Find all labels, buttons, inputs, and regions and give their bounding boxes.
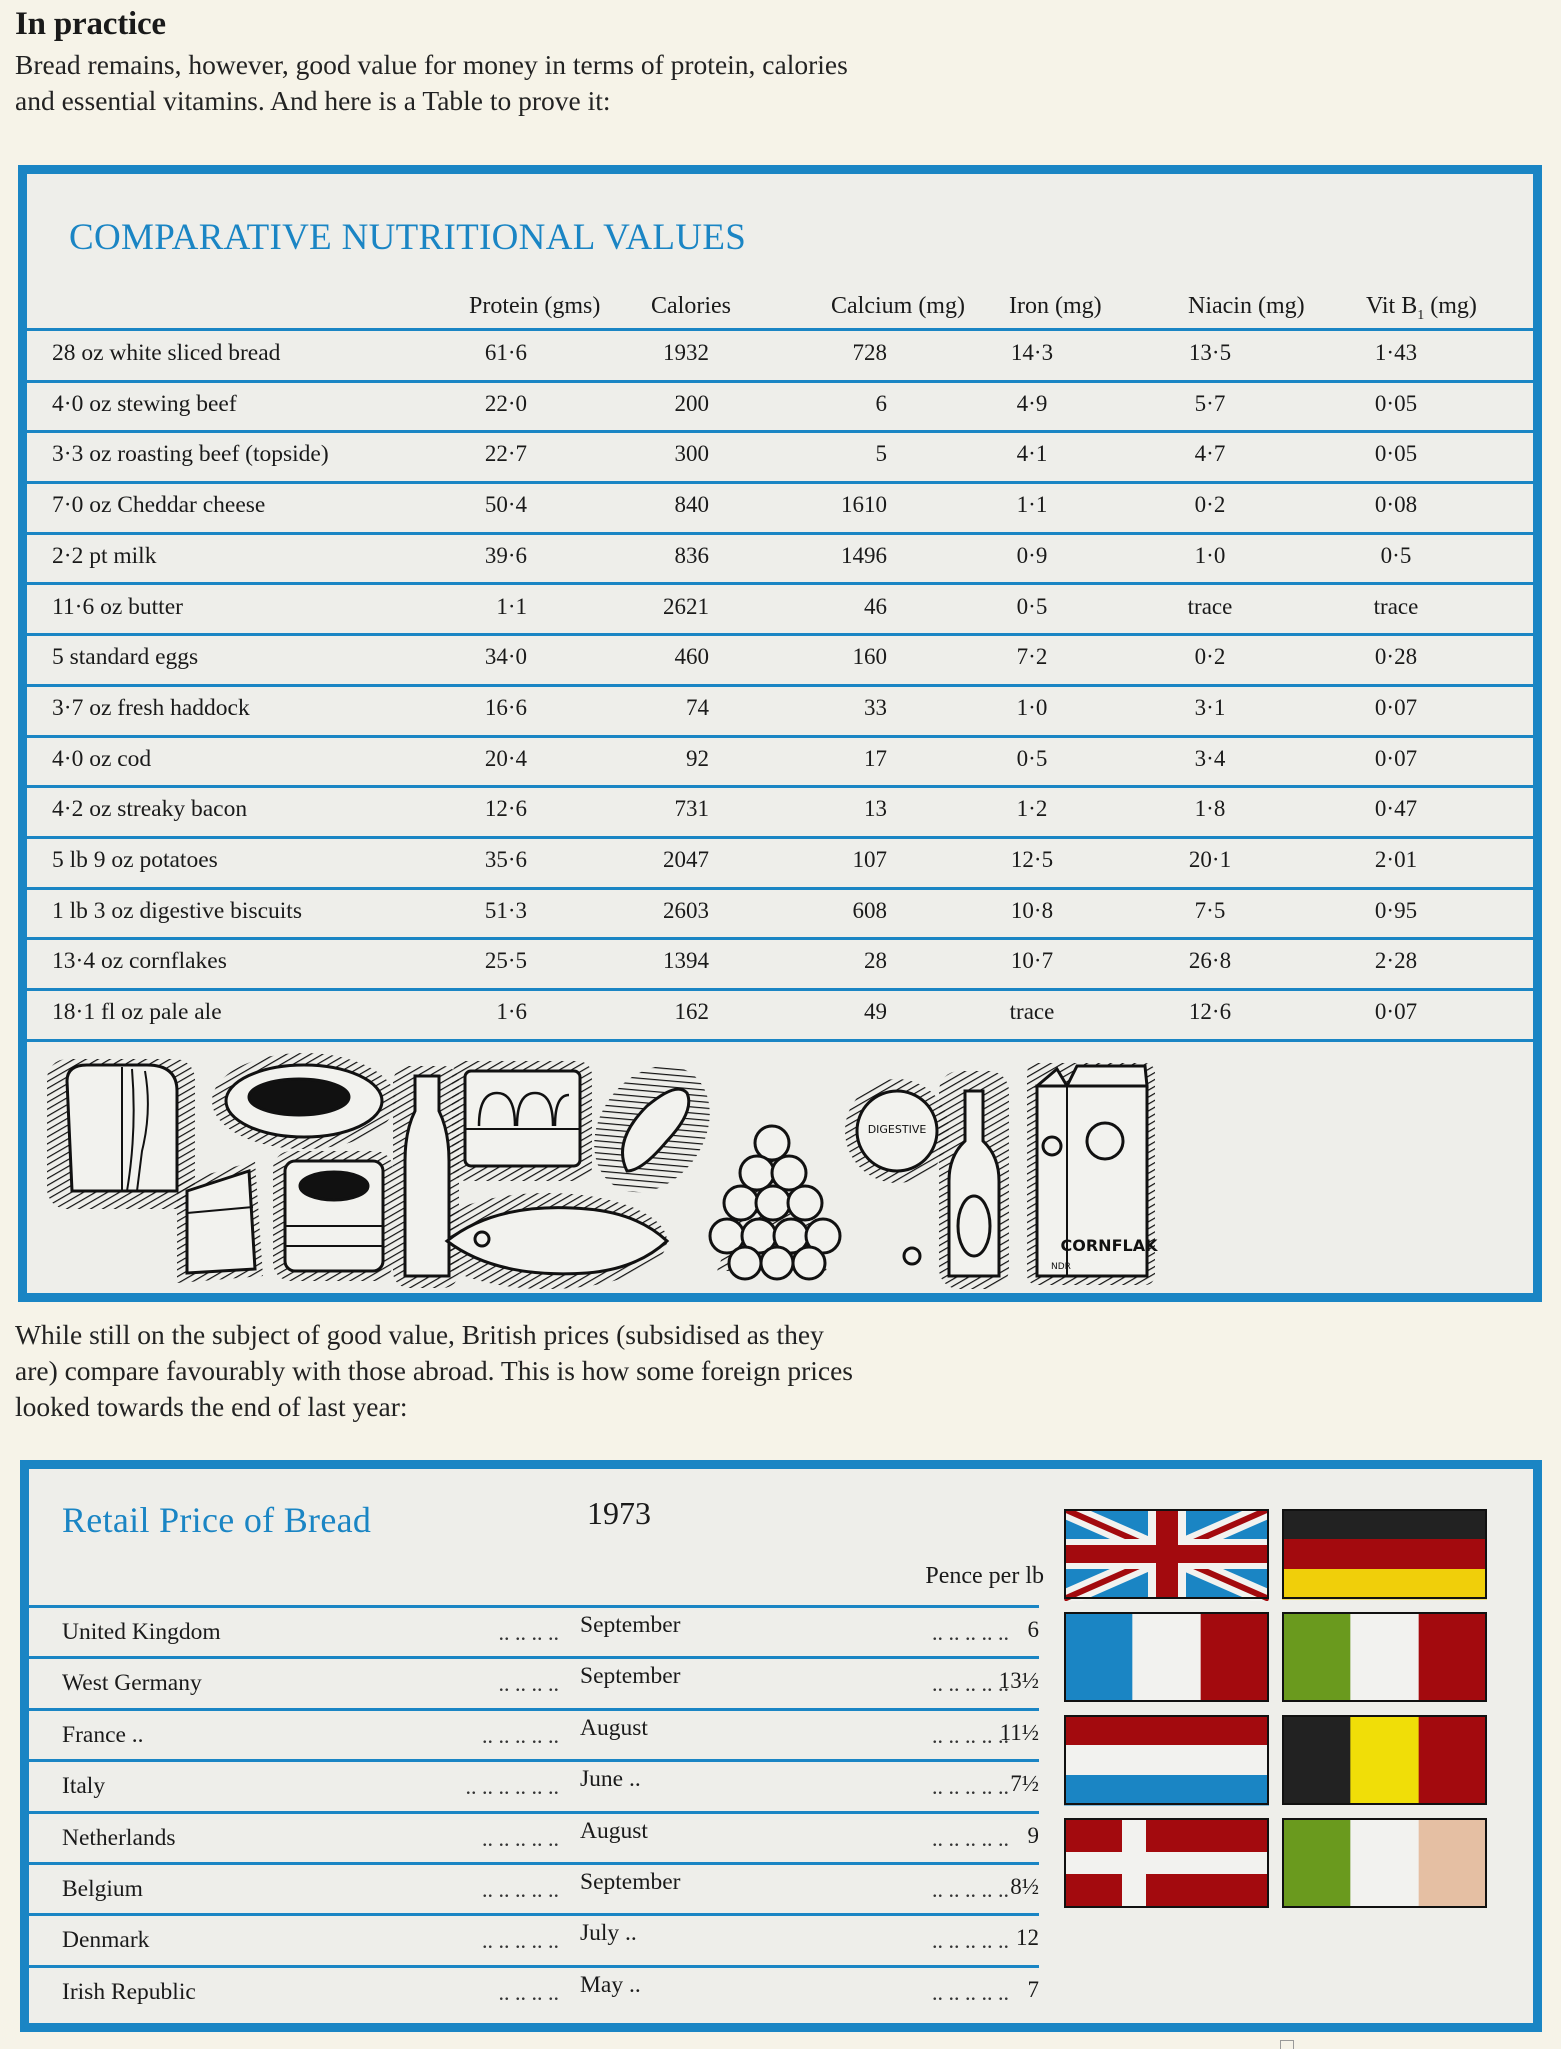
vitb1-value: 2·28 <box>1374 948 1418 974</box>
intro-paragraph <box>15 47 1115 119</box>
country-leader-dots: .. .. .. .. .. <box>482 1928 559 1954</box>
column-header-calories: Calories <box>651 293 731 319</box>
protein-value: 51·3 <box>484 897 527 923</box>
protein-value: 50·4 <box>484 492 527 518</box>
vitb1-prefix: Vit B <box>1366 293 1418 319</box>
country-label: Irish Republic <box>62 1978 196 2005</box>
table-row <box>27 483 1533 534</box>
food-label: 3·3 oz roasting beef (topside) <box>52 441 329 468</box>
country-label: West Germany <box>62 1670 202 1697</box>
price-value: 12 <box>1016 1925 1039 1951</box>
protein-value: 12·6 <box>484 796 527 822</box>
table-row <box>29 1762 1039 1813</box>
table-row <box>27 990 1533 1041</box>
flag-united-kingdom-icon <box>1064 1509 1269 1599</box>
niacin-value: 4·7 <box>1194 441 1226 467</box>
vitb1-value: 2·01 <box>1374 847 1418 872</box>
calories-value: 2621 <box>663 593 709 619</box>
protein-value: 35·6 <box>484 847 527 872</box>
calories-value: 2047 <box>663 847 709 872</box>
protein-value: 34·0 <box>484 644 527 670</box>
country-leader-dots: .. .. .. .. .. <box>482 1825 559 1851</box>
protein-value: 22·7 <box>484 441 527 467</box>
column-header-calcium: Calcium (mg) <box>831 293 965 319</box>
table-row <box>29 1711 1039 1762</box>
price-value: 13½ <box>998 1668 1039 1694</box>
protein-value: 39·6 <box>484 542 527 568</box>
iron-value: trace <box>1009 999 1055 1025</box>
country-label: Belgium <box>62 1876 143 1902</box>
iron-value: 1·0 <box>1016 694 1048 720</box>
egg-carton-icon <box>465 1071 580 1166</box>
price-value: 11½ <box>999 1719 1039 1745</box>
calcium-value: 49 <box>864 999 887 1025</box>
nutrition-table-title: COMPARATIVE NUTRITIONAL VALUES <box>69 217 747 258</box>
niacin-value: 1·8 <box>1194 796 1226 822</box>
iron-value: 10·8 <box>1010 897 1054 923</box>
country-leader-dots: .. .. .. .. .. <box>482 1877 559 1902</box>
month-label: September <box>580 1869 681 1895</box>
table-row <box>29 1916 1039 1967</box>
bridge-line-1: While still on the subject of good value, British prices (subsidised as they <box>15 1319 824 1350</box>
calories-value: 92 <box>686 745 709 771</box>
protein-value: 1·1 <box>496 593 527 619</box>
month-leader-dots: .. .. .. .. .. <box>932 1671 1009 1697</box>
food-label: 2·2 pt milk <box>52 542 157 569</box>
niacin-value: 20·1 <box>1188 847 1232 872</box>
table-row <box>27 331 1533 382</box>
table-row <box>27 787 1533 838</box>
month-leader-dots: .. .. .. .. .. <box>932 1877 1009 1902</box>
month-leader-dots: .. .. .. .. .. <box>932 1928 1009 1954</box>
niacin-value: 26·8 <box>1188 948 1232 974</box>
calcium-value: 160 <box>852 644 887 670</box>
calories-value: 460 <box>674 644 709 670</box>
iron-value: 4·9 <box>1016 390 1048 416</box>
calcium-value: 1496 <box>841 542 887 568</box>
country-leader-dots: .. .. .. .. <box>498 1620 559 1645</box>
vitb1-value: 0·07 <box>1374 745 1418 771</box>
table-row <box>29 1968 1039 2019</box>
table-row <box>27 686 1533 737</box>
food-label: 4·0 oz cod <box>52 745 152 772</box>
country-leader-dots: .. .. .. .. <box>498 1671 559 1697</box>
table-row <box>27 635 1533 686</box>
calcium-value: 28 <box>864 948 887 974</box>
calcium-value: 5 <box>875 441 887 467</box>
vitb1-value: 0·28 <box>1374 644 1418 670</box>
table-row <box>29 1814 1039 1865</box>
country-leader-dots: .. .. .. .. .. <box>482 1722 559 1748</box>
table-row <box>27 737 1533 788</box>
intro-line-1: Bread remains, however, good value for money in terms of protein, calories <box>15 49 848 80</box>
calories-value: 836 <box>674 542 709 568</box>
niacin-value: 3·4 <box>1194 745 1226 771</box>
food-label: 28 oz white sliced bread <box>52 340 281 366</box>
table-row <box>29 1608 1039 1659</box>
vitb1-value: 0·5 <box>1380 542 1412 568</box>
country-label: France .. <box>62 1721 144 1748</box>
iron-value: 7·2 <box>1016 644 1048 670</box>
food-label: 1 lb 3 oz digestive biscuits <box>52 897 302 924</box>
iron-value: 0·9 <box>1016 542 1048 568</box>
niacin-value: 0·2 <box>1194 492 1226 518</box>
vitb1-value: 0·08 <box>1374 492 1418 518</box>
niacin-value: 3·1 <box>1194 694 1226 720</box>
column-header-niacin: Niacin (mg) <box>1188 293 1305 319</box>
potatoes-icon <box>710 1126 840 1279</box>
iron-value: 12·5 <box>1010 847 1054 872</box>
month-label: August <box>580 1714 648 1741</box>
protein-value: 25·5 <box>484 948 527 974</box>
calories-value: 1394 <box>663 948 709 974</box>
column-header-protein: Protein (gms) <box>469 293 601 319</box>
flag-denmark-icon <box>1064 1818 1269 1908</box>
niacin-value: 7·5 <box>1194 897 1226 923</box>
iron-value: 14·3 <box>1010 340 1054 365</box>
bridge-line-2: are) compare favourably with those abroad. This is how some foreign prices <box>15 1355 853 1386</box>
price-table-year: 1973 <box>587 1495 651 1531</box>
month-label: July .. <box>580 1920 637 1947</box>
intro-line-2: and essential vitamins. And here is a Table to prove it: <box>15 85 611 116</box>
price-table-title: Retail Price of Bread <box>62 1500 372 1540</box>
calcium-value: 46 <box>864 593 887 619</box>
flags-grid <box>1064 1509 1504 1929</box>
food-label: 18·1 fl oz pale ale <box>52 999 222 1026</box>
flag-italy-icon <box>1282 1612 1487 1702</box>
calcium-value: 13 <box>864 796 887 822</box>
table-row <box>29 1865 1039 1916</box>
price-value: 7½ <box>1010 1771 1039 1797</box>
food-label: 11·6 oz butter <box>52 593 183 620</box>
iron-value: 10·7 <box>1010 948 1054 974</box>
month-leader-dots: .. .. .. .. .. <box>932 1825 1009 1851</box>
artist-signature: NDR <box>1051 1262 1071 1272</box>
vitb1-value: 0·95 <box>1374 897 1418 923</box>
vitb1-value: 0·07 <box>1374 694 1418 720</box>
calories-value: 731 <box>674 796 709 822</box>
niacin-value: 12·6 <box>1188 999 1232 1025</box>
table-row <box>27 585 1533 636</box>
protein-value: 20·4 <box>484 745 527 771</box>
calcium-value: 33 <box>864 694 887 720</box>
protein-value: 61·6 <box>484 340 527 365</box>
food-label: 3·7 oz fresh haddock <box>52 694 250 721</box>
column-header-iron: Iron (mg) <box>1009 293 1102 319</box>
food-label: 4·0 oz stewing beef <box>52 390 237 417</box>
calories-value: 74 <box>686 694 709 720</box>
niacin-value: trace <box>1187 593 1233 619</box>
country-label: Denmark <box>62 1927 150 1954</box>
flag-netherlands-icon <box>1064 1715 1269 1805</box>
month-label: September <box>580 1663 681 1690</box>
price-table-panel <box>20 1460 1542 2032</box>
bridge-line-3: looked towards the end of last year: <box>15 1391 408 1422</box>
biscuit-label: DIGESTIVE <box>867 1123 927 1136</box>
section-heading: In practice <box>15 6 166 42</box>
price-unit-header: Pence per lb <box>925 1563 1044 1589</box>
calcium-value: 6 <box>875 390 887 416</box>
calcium-value: 608 <box>852 897 887 923</box>
vitb1-value: 0·05 <box>1374 441 1418 467</box>
vitb1-value: 0·07 <box>1374 999 1418 1025</box>
calories-value: 200 <box>674 390 709 416</box>
food-illustration <box>27 1051 1533 1291</box>
country-label: United Kingdom <box>62 1619 221 1645</box>
calories-value: 300 <box>674 441 709 467</box>
food-label: 4·2 oz streaky bacon <box>52 796 248 823</box>
vitb1-value: 1·43 <box>1374 340 1418 365</box>
month-label: August <box>580 1817 648 1844</box>
flag-irish-republic-icon <box>1282 1818 1487 1908</box>
month-label: June .. <box>580 1766 641 1793</box>
niacin-value: 5·7 <box>1194 390 1226 416</box>
table-row <box>27 534 1533 585</box>
table-row <box>27 432 1533 483</box>
calories-value: 1932 <box>663 340 709 365</box>
nutrition-table-panel <box>18 165 1542 1302</box>
month-leader-dots: .. .. .. .. .. <box>932 1722 1009 1748</box>
country-label: Italy <box>62 1773 106 1800</box>
flag-france-icon <box>1064 1612 1269 1702</box>
vitb1-subscript: 1 <box>1417 307 1425 323</box>
food-label: 5 lb 9 oz potatoes <box>52 847 218 873</box>
protein-value: 22·0 <box>484 390 527 416</box>
niacin-value: 0·2 <box>1194 644 1226 670</box>
country-label: Netherlands <box>62 1824 176 1851</box>
table-row <box>29 1659 1039 1710</box>
month-leader-dots: .. .. .. .. .. <box>932 1620 1009 1645</box>
price-value: 9 <box>1027 1822 1039 1848</box>
cornflakes-label: CORNFLAK <box>1060 1236 1158 1255</box>
table-row <box>27 889 1533 940</box>
country-leader-dots: .. .. .. .. <box>498 1979 559 2005</box>
calcium-value: 1610 <box>841 492 887 518</box>
iron-value: 1·1 <box>1016 492 1048 518</box>
vitb1-value: 0·47 <box>1374 796 1418 822</box>
food-label: 7·0 oz Cheddar cheese <box>52 492 266 519</box>
month-label: May .. <box>580 1971 641 1998</box>
column-header-vitb1 <box>1366 293 1477 324</box>
niacin-value: 13·5 <box>1188 340 1232 365</box>
protein-value: 1·6 <box>496 999 527 1025</box>
row-divider <box>27 1039 1533 1042</box>
niacin-value: 1·0 <box>1194 542 1226 568</box>
vitb1-value: 0·05 <box>1374 390 1418 416</box>
price-value: 6 <box>1027 1617 1039 1642</box>
flag-west-germany-icon <box>1282 1509 1487 1599</box>
price-value: 8½ <box>1010 1874 1039 1899</box>
cheese-icon <box>187 1171 255 1273</box>
month-label: September <box>580 1612 681 1638</box>
table-row <box>27 382 1533 433</box>
month-leader-dots: .. .. .. .. .. <box>932 1774 1009 1800</box>
bridge-paragraph <box>15 1317 1115 1425</box>
protein-value: 16·6 <box>484 694 527 720</box>
month-leader-dots: .. .. .. .. .. <box>932 1979 1009 2005</box>
flag-belgium-icon <box>1282 1715 1487 1805</box>
calcium-value: 107 <box>852 847 887 872</box>
food-label: 13·4 oz cornflakes <box>52 948 227 975</box>
table-row <box>27 939 1533 990</box>
food-label: 5 standard eggs <box>52 644 199 671</box>
iron-value: 4·1 <box>1016 441 1048 467</box>
vitb1-value: trace <box>1373 593 1419 619</box>
calories-value: 162 <box>674 999 709 1025</box>
calcium-value: 17 <box>864 745 887 771</box>
iron-value: 0·5 <box>1016 745 1048 771</box>
food-illustration-drawing <box>27 1051 1533 1291</box>
calcium-value: 728 <box>852 340 887 365</box>
calories-value: 840 <box>674 492 709 518</box>
table-row <box>27 838 1533 889</box>
iron-value: 1·2 <box>1016 796 1048 822</box>
price-value: 7 <box>1027 1976 1039 2002</box>
vitb1-suffix: (mg) <box>1430 293 1477 319</box>
iron-value: 0·5 <box>1016 593 1048 619</box>
country-leader-dots: .. .. .. .. .. .. <box>465 1774 559 1800</box>
calories-value: 2603 <box>663 897 709 923</box>
